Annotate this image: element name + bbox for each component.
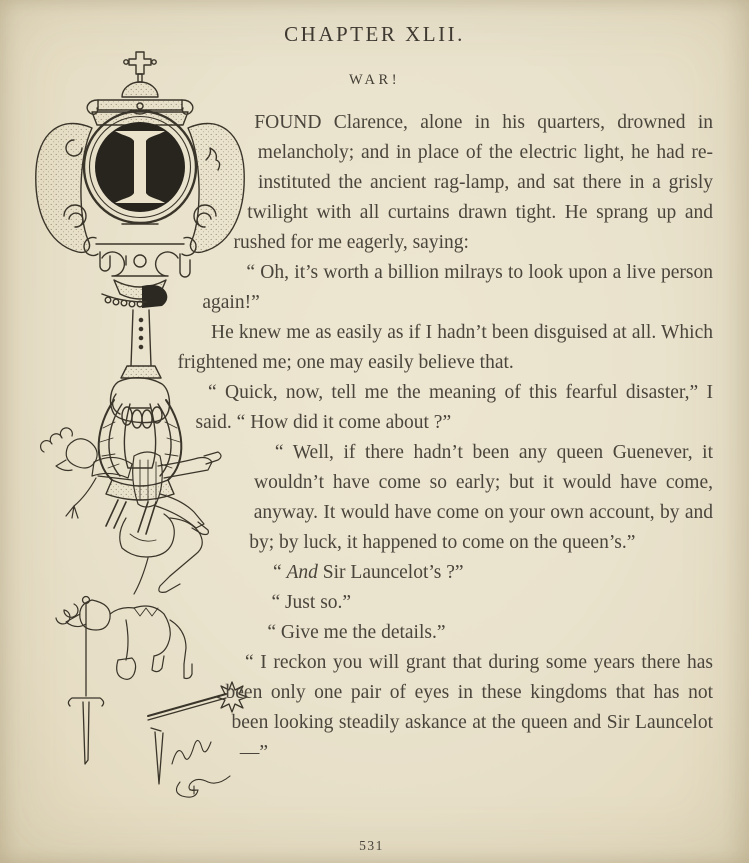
gauntlet-hand — [111, 378, 170, 428]
paragraph-6: “ And Sir Launcelot’s ?” — [272, 562, 464, 583]
paragraph-5: “ Well, if there hadn’t been any queen Guenever, it wouldn’t have come so early; but it would have come, anyway. It would have come on your own account, by and by; by luck, it happened to come on the queen’s.” — [249, 442, 713, 553]
paragraph-8: “ Give me the details.” — [267, 622, 446, 643]
paragraph-9: “ I reckon you will grant that during some years there has been only one pair of eyes in these kingdoms that has not been looking steadily askance at the queen and Sir Launcelot—” — [225, 652, 713, 763]
paragraph-3: He knew me as easily as if I hadn’t been disguised at all. Which frightened me; one may easily believe that. — [177, 322, 713, 373]
cartouche-entablature — [87, 100, 193, 125]
chapter-title: CHAPTER XLII. — [284, 22, 465, 46]
cross-finial-icon — [122, 52, 158, 97]
sword-icon — [68, 597, 103, 765]
paragraph-7: “ Just so.” — [271, 592, 352, 613]
page-content — [0, 89, 749, 854]
dagger-icon — [151, 728, 163, 784]
lamp-stem — [121, 310, 161, 378]
chapter-subtitle: WAR! — [348, 72, 401, 88]
paragraph-2: “ Oh, it’s worth a billion milrays to look upon a live person again!” — [202, 262, 713, 313]
italic-word: And — [286, 562, 318, 583]
falling-figures — [41, 428, 221, 679]
paragraph-4: “ Quick, now, tell me the meaning of this fearful disaster,” I said. “ How did it come about ?” — [195, 382, 713, 433]
page-number: 531 — [359, 838, 384, 853]
ornamental-capital — [84, 224, 196, 308]
artist-signature — [172, 740, 230, 797]
paragraph-1: FOUND Clarence, alone in his quarters, drowned in melancholy; and in place of the electric light, he had re-instituted the ancient rag-lamp, and sat there in a grisly twilight with all curtains drawn tight. He sprang up and rushed for me eagerly, saying: — [233, 112, 713, 253]
initial-letter-ring — [84, 111, 196, 223]
